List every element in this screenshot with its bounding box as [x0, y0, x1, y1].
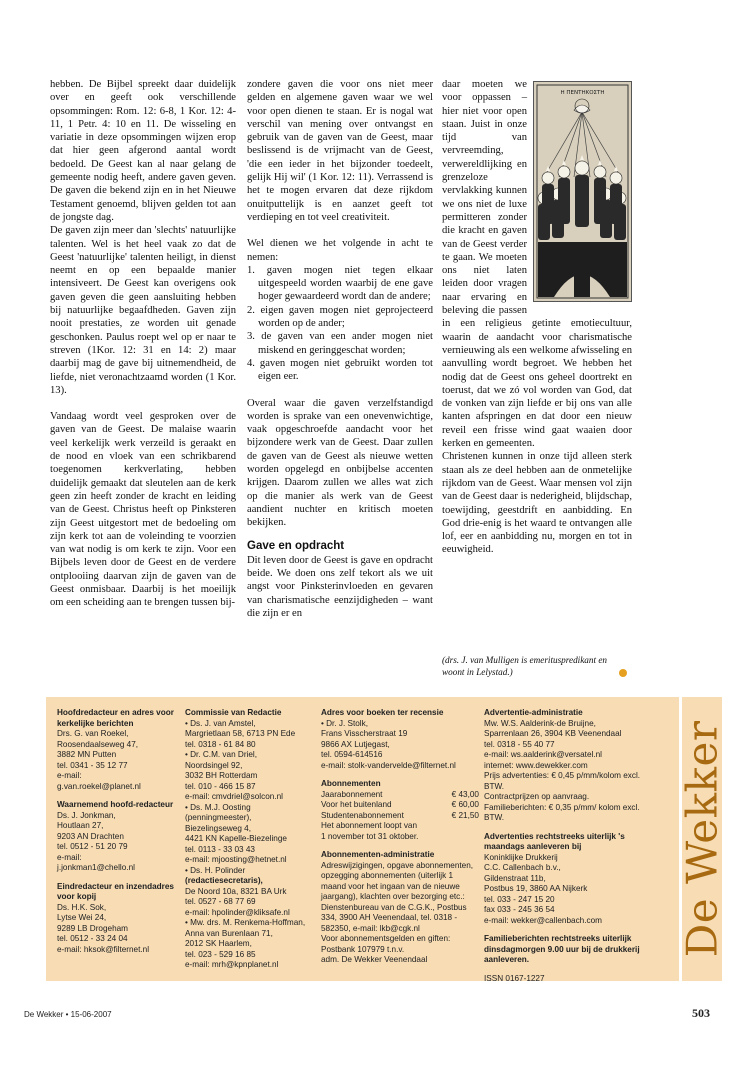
text-line: 4421 KN Kapelle-Biezelinge: [185, 834, 287, 843]
text-line: fax 033 - 245 36 54: [484, 905, 555, 914]
text-line: tel. 010 - 466 15 87: [185, 781, 256, 791]
text-line: • Ds. H. Polinder: [185, 865, 246, 875]
text-line: Margrietlaan 58, 6713 PN Ede: [185, 729, 296, 738]
colophon-column-2: [185, 708, 315, 971]
page-number: 503: [692, 1006, 710, 1020]
text-line: tel. 0113 - 33 03 43: [185, 844, 255, 854]
colophon-heading: Eindredacteur en inzendadres voor kopij: [57, 881, 174, 901]
email-link[interactable]: e-mail: mrh@kpnplanet.nl: [185, 960, 279, 969]
colophon-column-1: [57, 708, 182, 955]
paragraph: Dit leven door de Geest is gave en opdracht beide. We doen ons zelf tekort als we uit angst voor Pinksterinvloeden en gevaren van charismatische eenzijdigheden – want die zijn er en: [247, 554, 433, 619]
email-link[interactable]: g.van.roekel@planet.nl: [57, 781, 141, 791]
colophon-heading: Abonnementen-administratie: [321, 850, 435, 859]
paragraph: De gaven zijn meer dan 'slechts' natuurlijke talenten. Wel is het heel vaak zo dat de Geest 'natuurlijke' talenten heiligt, in dienst neemt en op een bepaalde manier intensiveert. De Geest kan overigens ook gaven geven die geen aansluiting hebben bij natuurlijke begaafdheden. Gaven zijn nooit prestaties, ze worden uit genade geschonken. Paulus roept wel op er naar te streven (1Kor. 12: 31 en 14: 2) maar daarbij mag de gave bij uitnemendheid, de liefde, niet veronachtzaamd worden (1 Kor. 13).: [50, 225, 236, 396]
text-line: 9289 LB Drogeham: [57, 923, 129, 933]
issn: ISSN 0167-1227: [484, 973, 545, 983]
text-line: Drs. G. van Roekel,: [57, 729, 129, 738]
text-line: Het abonnement loopt van: [321, 821, 418, 830]
rate-row: [321, 790, 479, 801]
text-line: e-mail:: [57, 852, 82, 862]
rate-label: Voor het buitenland: [321, 800, 392, 809]
colophon-heading: Familieberichten rechtstreeks uiterlijk dinsdagmorgen 9.00 uur bij de drukkerij aanleveren.: [484, 934, 640, 964]
text-line: 9203 AN Drachten: [57, 831, 124, 841]
text-line: Ds. J. Jonkman,: [57, 810, 116, 820]
paragraph: daar moeten we voor oppassen – hier niet voor open staan. Juist in onze tijd van vervreemding, verwereldlijking en grenzeloze vervlakking kunnen we ons niet de luxe permitteren zonder die kracht en gaven van de Geest verder te gaan. We moeten ons niet laten leiden door vragen naar ervaring en beleving die passen in een religieus getinte emotiecultuur, waarin de aandacht voor charismatische vernieuwing als een welkome afwisseling en aanvulling wordt begroet. We hebben het nodig dat de Geest ons geheel doortrekt en toerust, dat we zó vol worden van God, dat de vonken van zijn liefde er bij ons van alle kanten afspringen en dat door een nieuw reveil een frisse wind gaat waaien door kerken en gemeenten.: [442, 79, 632, 450]
rate-value: € 43,00: [451, 789, 479, 799]
rate-label: Studentenabonnement: [321, 810, 404, 820]
colophon-heading: Commissie van Redactie: [185, 708, 282, 717]
pentecost-icon-image: [533, 81, 632, 302]
text-line: Roosendaalseweg 47,: [57, 739, 139, 749]
gifts-list: [247, 264, 433, 384]
text-line: Frans Visscherstraat 19: [321, 729, 408, 738]
colophon-heading: Abonnementen: [321, 779, 381, 788]
colophon-heading: Advertenties rechtstreeks uiterlijk 's maandags aanleveren bij: [484, 831, 625, 851]
text-line: Noordsingel 92,: [185, 760, 243, 770]
colophon-heading: Adres voor boeken ter recensie: [321, 708, 444, 717]
colophon-column-4: [484, 708, 654, 984]
list-item: 4. gaven mogen niet gebruikt worden tot eigen eer.: [247, 357, 433, 383]
text-line: tel. 023 - 529 16 85: [185, 949, 256, 959]
website-link[interactable]: internet: www.dewekker.com: [484, 760, 588, 770]
text-line: Voor abonnementsgelden en giften: Postbank 107979 t.n.v.: [321, 934, 451, 954]
rate-row: [321, 811, 479, 822]
text-line: tel. 033 - 247 15 20: [484, 894, 555, 904]
icon-caption: Η ΠΕΝΤΗΚΟΣΤΗ: [560, 90, 605, 96]
list-item: 1. gaven mogen niet tegen elkaar uitgespeeld worden waarbij de ene gave hoger gewaardeerd wordt dan de andere;: [247, 264, 433, 303]
text-line: Anna van Burenlaan 71,: [185, 928, 273, 938]
text-line: adm. De Wekker Veenendaal: [321, 955, 428, 964]
article-column-1: [50, 78, 236, 610]
email-link[interactable]: e-mail: stolk-vandervelde@filternet.nl: [321, 760, 456, 770]
email-link[interactable]: e-mail: hksok@filternet.nl: [57, 944, 150, 954]
rate-label: Jaarabonnement: [321, 789, 383, 799]
text-line: e-mail:: [57, 771, 82, 780]
text-line: De Noord 10a, 8321 BA Urk: [185, 886, 287, 896]
email-link[interactable]: e-mail: cmvdriel@solcon.nl: [185, 792, 283, 801]
brand-panel: [677, 697, 727, 981]
paragraph: hebben. De Bijbel spreekt daar duidelijk over en geeft ook verschillende opsommingen: Rom. 12: 6-8, 1 Kor. 12: 4-11, 1 Petr. 4: 10 en 11. De wisseling en variatie in deze opsommingen wijzen erop dat hier geen afgerond aantal wordt bedoeld. De Geest kan al naar gelang de gemeente nodig heeft, andere gaven geven. De gaven die bekend zijn en in het Nieuwe Testament genoemd, blijven gelden tot aan de jongste dag.: [50, 79, 236, 223]
list-item: 3. de gaven van een ander mogen niet miskend en geringgeschat worden;: [247, 331, 433, 356]
text-line: 2012 SK Haarlem,: [185, 939, 252, 948]
brand-logo: De Wekker: [677, 720, 727, 958]
text-line: Postbus 19, 3860 AA Nijkerk: [484, 884, 588, 893]
text-line: • Mw. drs. M. Renkema-Hoffman,: [185, 918, 306, 927]
text-block: Adreswijzigingen, opgave abonnementen, opzegging abonnementen (uiterlijk 1 maand voor het ingaan van de nieuwe jaargang), klachten over bezorging etc.: Dienstenbureau van de C.G.K., Postbus 334, 3900 AH Veenendaal, tel. 0318 - 582350, e-mail: lkb@cgk.nl: [321, 860, 474, 933]
email-link[interactable]: e-mail: mjoosting@hetnet.nl: [185, 855, 287, 864]
text-line: Ds. H.K. Sok,: [57, 902, 107, 912]
colophon-box: [46, 697, 679, 981]
rate-row: [321, 800, 479, 811]
paragraph: Overal waar die gaven verzelfstandigd worden is sprake van een onevenwichtige, vaak opgeschroefde aandacht voor het bijzondere werk van de Geest. Daar zullen de gaven van de Geest als nieuwe wetten worden opgelegd en onbijbelse accenten krijgen. Daarom zullen we alles wat zich op die manier als werk van de Geest aandient nuchter en kritisch moeten bekijken.: [247, 397, 433, 529]
text-line: tel. 0341 - 35 12 77: [57, 760, 128, 770]
text-line: (redactiesecretaris),: [185, 876, 263, 885]
text-line: 9866 AX Lutjegast,: [321, 739, 390, 749]
text-line: Koninklijke Drukkerij: [484, 852, 558, 862]
text-line: Gildenstraat 11b,: [484, 873, 546, 883]
text-line: 3882 MN Putten: [57, 750, 117, 759]
paragraph: Vandaag wordt veel gesproken over de gaven van de Geest. De malaise waarin veel kerkelijk werk verzeild is geraakt en de nood en vloek van een schrikbarend toegenomen kerkverlating, hebben duidelijk gemaakt dat sleutelen aan de kerk geen zin heeft zonder de kracht en leiding van de Geest. Christus heeft op Pinksteren zijn Geest uitgestort met de bedoeling om zijn kerk tot aan de voleinding te voorzien van wat nodig is om kerk te zijn. Voor een Bijbels leven door de Geest en de verdere ontplooiing daarvan zijn de gaven van de Geest onmisbaar. Daarbij is het moeilijk om een scheiding aan te brengen tussen bij-: [50, 411, 236, 609]
colophon-heading: Hoofdredacteur en adres voor kerkelijke berichten: [57, 708, 174, 728]
email-link[interactable]: e-mail: wekker@callenbach.com: [484, 915, 602, 925]
colophon-heading: Advertentie-administratie: [484, 708, 583, 717]
article-column-3: [442, 78, 632, 557]
text-line: Contractprijzen op aanvraag.: [484, 792, 590, 801]
text-line: tel. 0318 - 61 84 80: [185, 739, 256, 749]
text-line: C.C. Callenbach b.v.,: [484, 863, 561, 872]
text-line: Biezelingseweg 4,: [185, 823, 251, 833]
author-note: (drs. J. van Mulligen is emerituspredikant en woont in Lelystad.): [442, 655, 608, 677]
footer-issue: De Wekker • 15-06-2007: [24, 1010, 112, 1019]
text-line: 1 november tot 31 oktober.: [321, 831, 419, 841]
paragraph: Wel dienen we het volgende in acht te nemen:: [247, 238, 433, 263]
text-line: Sparrenlaan 26, 3904 KB Veenendaal: [484, 729, 622, 738]
rate-value: € 21,50: [451, 810, 479, 820]
article-column-2: [247, 78, 433, 620]
rate-value: € 60,00: [451, 800, 479, 809]
paragraph: Christenen kunnen in onze tijd alleen sterk staan als ze deel hebben aan de onmetelijke rijkdom van de Geest. Waar mensen vol zijn van de Geest daar is nederigheid, blijdschap, toewijding, geestdrift en aanbidding. En God drie-enig is het waard te ontvangen alle lof, eer en aanbidding nu, morgen en tot in eeuwigheid.: [442, 451, 632, 556]
end-mark-icon: [619, 669, 627, 677]
text-line: 3032 BH Rotterdam: [185, 771, 258, 780]
paragraph: zondere gaven die voor ons niet meer gelden en algemene gaven waar we wel voor open dienen te staan. Er is nogal wat verschil van mening over ontvangst en gebruik van de gaven van de Geest, maar beslissend is de vrijmacht van de Geest, 'die een ieder in het bijzonder toedeelt, gelijk Hij wil' (1 Kor. 12: 11). Verrassend is het te mogen ervaren dat deze rijkdom onuitputtelijk is en aanzet geeft tot verdieping en tot veel creativiteit.: [247, 79, 433, 223]
text-line: • Dr. C.M. van Driel,: [185, 750, 258, 759]
colophon-column-3: [321, 708, 479, 966]
email-link[interactable]: e-mail: hpolinder@kliksafe.nl: [185, 907, 290, 917]
text-line: • Ds. J. van Amstel,: [185, 718, 256, 728]
text-line: tel. 0512 - 51 20 79: [57, 842, 128, 851]
text-line: Prijs advertenties: € 0,45 p/mm/kolom excl. BTW.: [484, 771, 641, 791]
email-link[interactable]: e-mail: ws.aalderink@versatel.nl: [484, 750, 602, 759]
text-line: • Dr. J. Stolk,: [321, 718, 368, 728]
email-link[interactable]: j.jonkman1@chello.nl: [57, 863, 135, 872]
text-line: Mw. W.S. Aalderink-de Bruijne,: [484, 718, 596, 728]
text-line: (penningmeester),: [185, 813, 252, 822]
text-line: Houtlaan 27,: [57, 821, 104, 830]
text-line: tel. 0594-614516: [321, 750, 383, 759]
colophon-heading: Waarnemend hoofd-redacteur: [57, 800, 174, 809]
text-line: tel. 0512 - 33 24 04: [57, 934, 128, 943]
text-line: Lytse Wei 24,: [57, 913, 107, 922]
text-line: tel. 0527 - 68 77 69: [185, 897, 256, 906]
text-line: • Ds. M.J. Oosting: [185, 802, 251, 812]
text-line: Familieberichten: € 0,35 p/mm/ kolom excl. BTW.: [484, 802, 640, 822]
list-item: 2. eigen gaven mogen niet geprojecteerd worden op de ander;: [247, 304, 433, 330]
subheading: Gave en opdracht: [247, 539, 345, 552]
text-line: tel. 0318 - 55 40 77: [484, 739, 555, 749]
